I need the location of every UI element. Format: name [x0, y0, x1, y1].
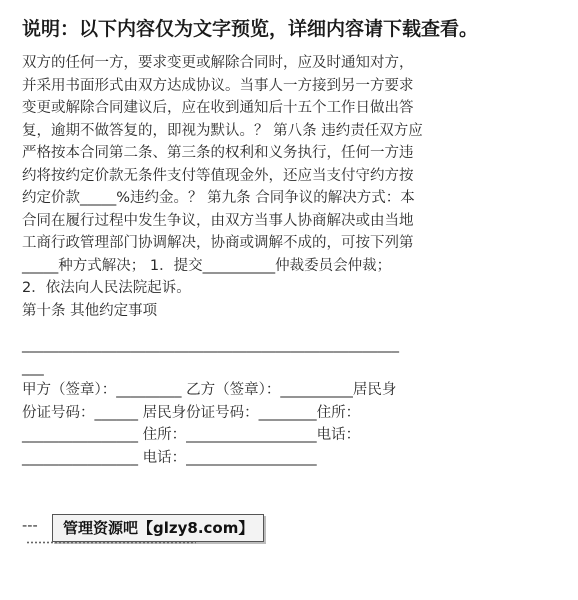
text-line: _____种方式解决； 1．提交__________仲裁委员会仲裁；	[22, 257, 392, 274]
signature-line: ________________ 电话：__________________	[22, 449, 317, 466]
dotted-underline	[26, 541, 196, 544]
blank-line	[22, 322, 562, 334]
preview-notice: 说明：以下内容仅为文字预览，详细内容请下载查看。	[22, 18, 479, 40]
document-body	[22, 52, 562, 469]
text-line: 第十条 其他约定事项	[22, 302, 158, 319]
text-line: 复，逾期不做答复的，即视为默认。？ 第八条 违约责任双方应	[22, 122, 423, 139]
signature-line: 份证号码：______ 居民身份证号码：________住所：	[22, 404, 361, 421]
text-line: 严格按本合同第二条、第三条的权利和义务执行，任何一方违	[22, 145, 414, 161]
fill-in-line: ___	[22, 359, 44, 376]
text-line: 双方的任何一方，要求变更或解除合同时，应及时通知对方，	[22, 55, 414, 71]
fill-in-line: ____________________________________________________	[22, 337, 399, 353]
text-line: 2．依法向人民法院起诉。	[22, 280, 191, 296]
text-line: 约将按约定价款无条件支付等值现金外，还应当支付守约方按	[22, 167, 414, 184]
text-line: 约定价款_____%违约金。？ 第九条 合同争议的解决方式：本	[22, 190, 415, 206]
footer-dash: ---	[22, 518, 38, 534]
text-line: 变更或解除合同建议后，应在收到通知后十五个工作日做出答	[22, 100, 414, 116]
signature-line: ________________ 住所：__________________电话：	[22, 427, 361, 443]
text-line: 工商行政管理部门协调解决，协商或调解不成的，可按下列第	[22, 235, 414, 251]
signature-line: 甲方（签章）：_________ 乙方（签章）：__________居民身	[22, 382, 397, 398]
text-line: 合同在履行过程中发生争议，由双方当事人协商解决或由当地	[22, 212, 414, 229]
footer	[22, 514, 342, 548]
source-badge-link[interactable]: 管理资源吧【glzy8.com】	[52, 514, 264, 542]
text-line: 并采用书面形式由双方达成协议。当事人一方接到另一方要求	[22, 77, 414, 94]
